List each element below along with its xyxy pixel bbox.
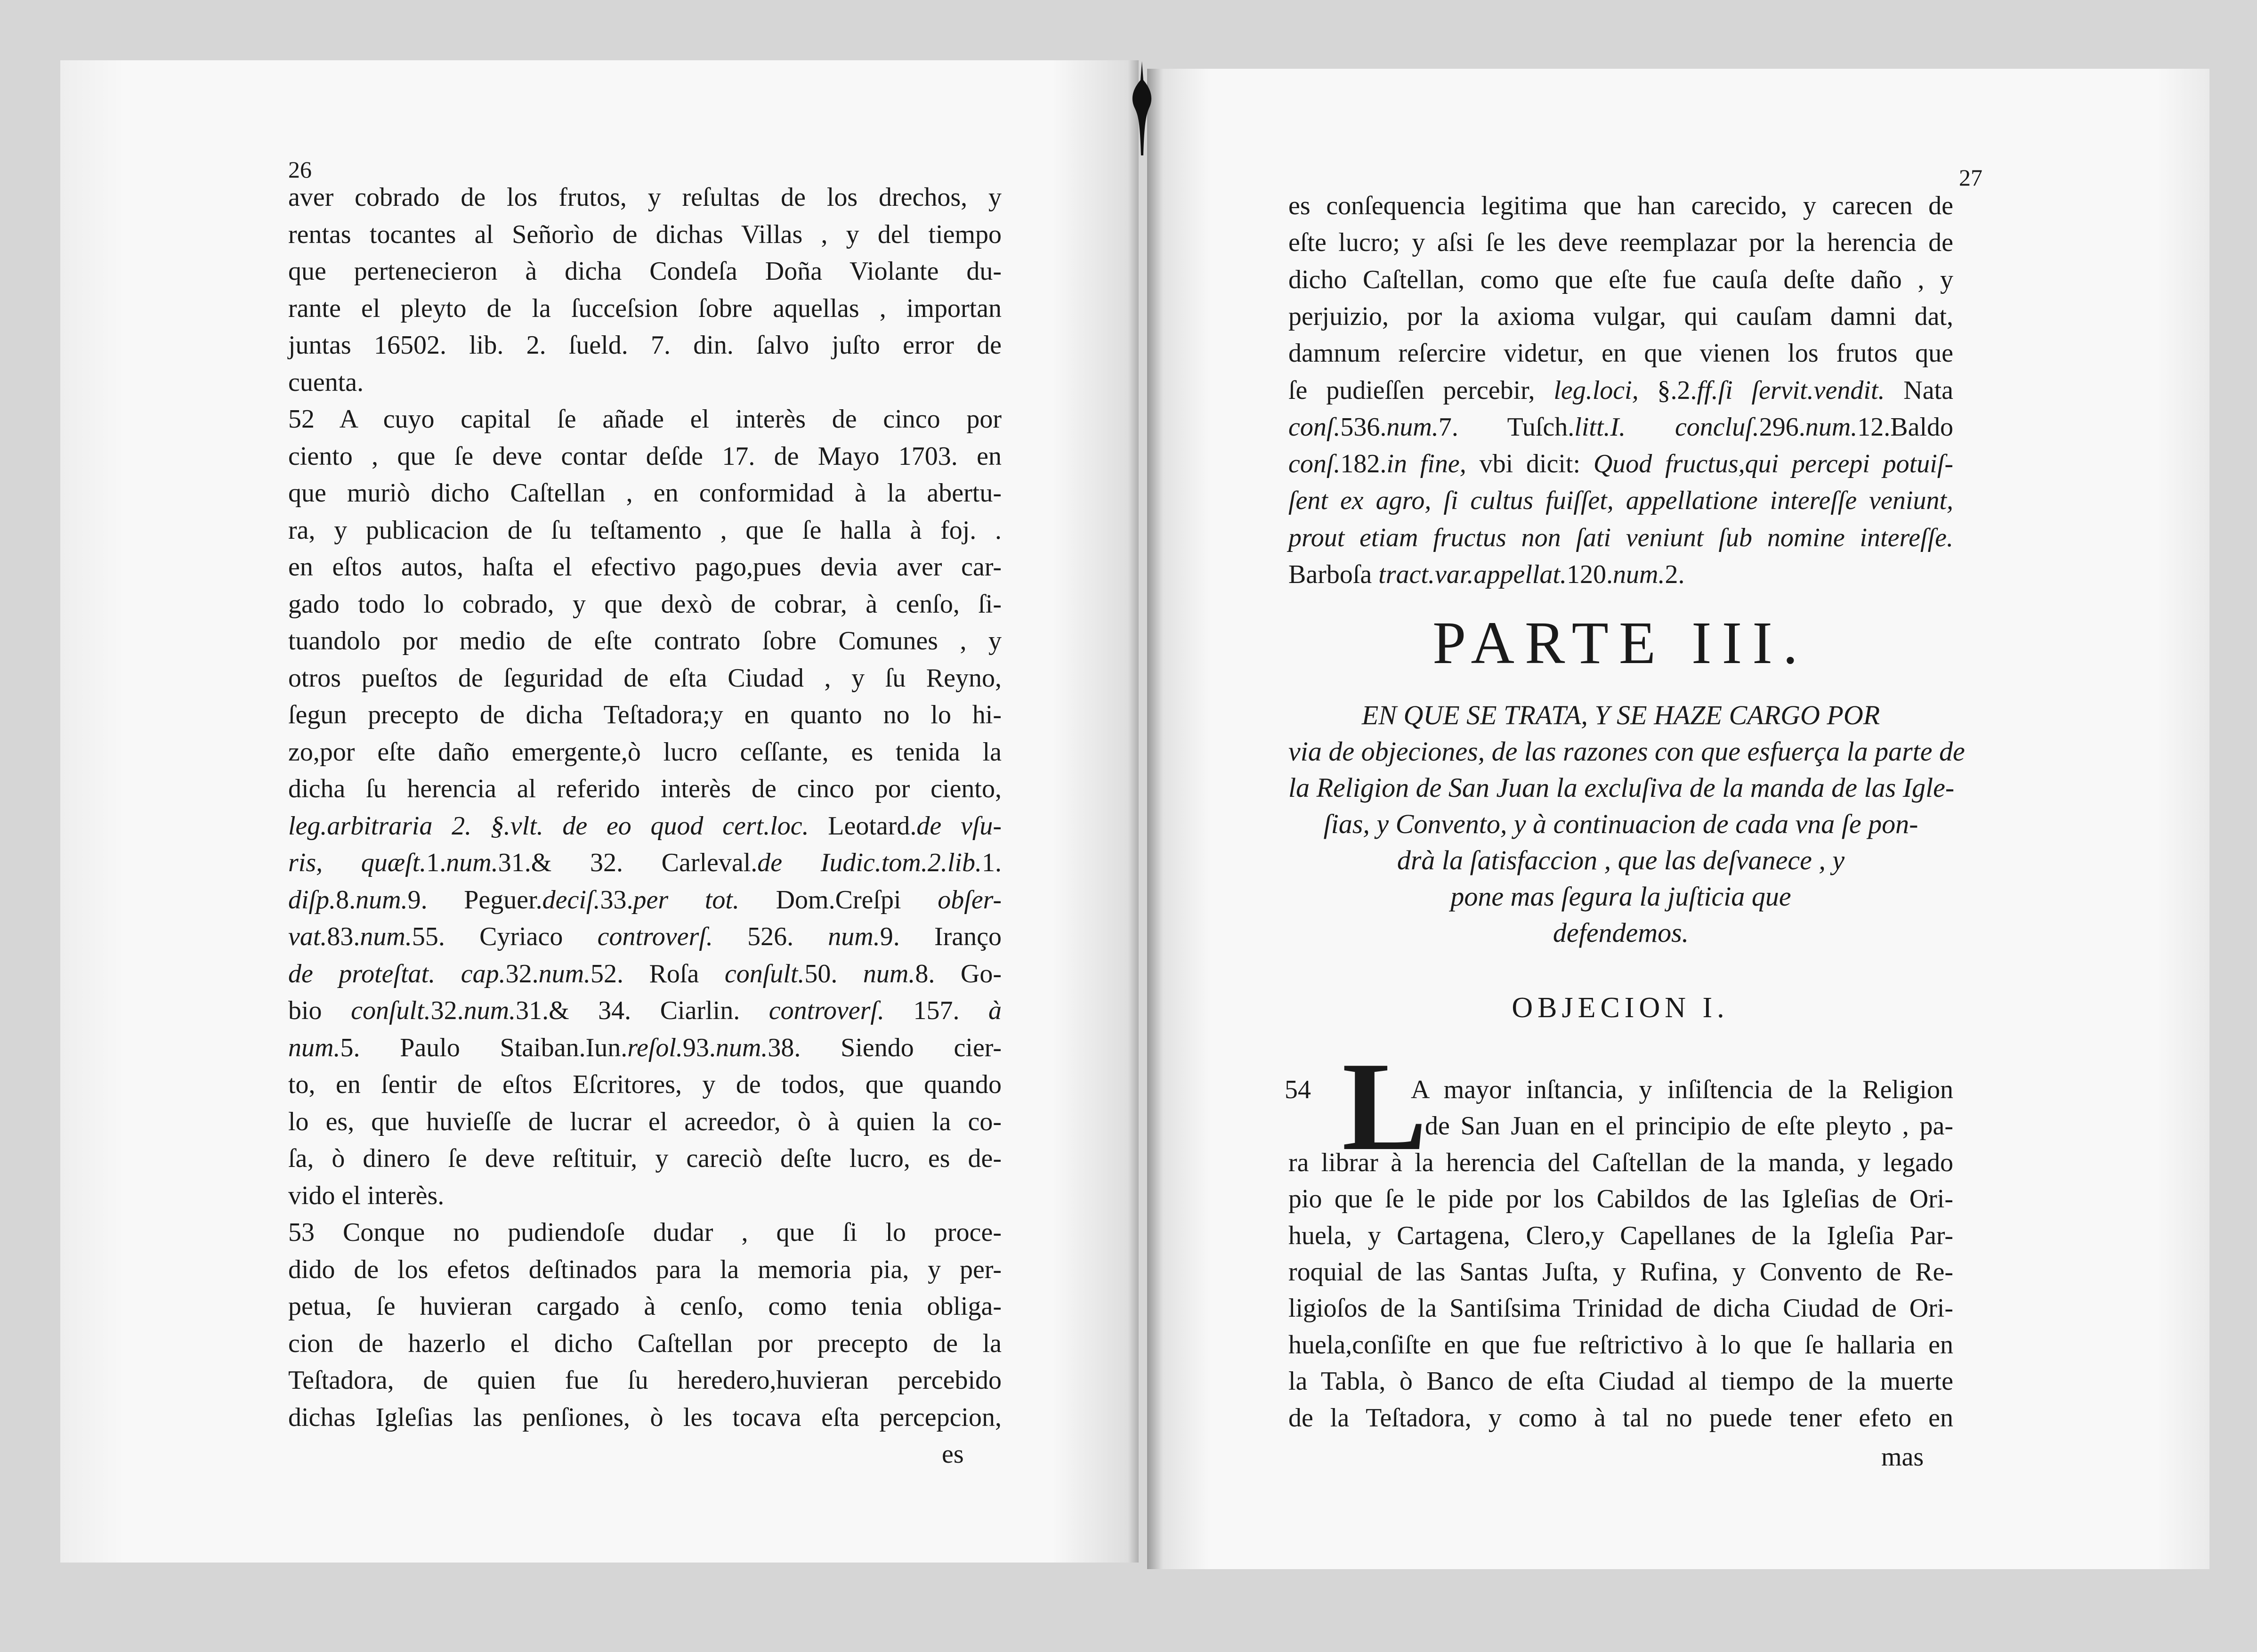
text-line [288, 1325, 1002, 1362]
text-line [288, 1029, 1002, 1066]
italic-citation: tract.var.appellat. [1378, 560, 1567, 589]
text-line [288, 1177, 1002, 1214]
text-run: Teſtadora, de quien fue ſu heredero,huvieran percebido [288, 1366, 1002, 1395]
text-line [288, 1399, 1002, 1436]
text-run: gado todo lo cobrado, y que dexò de cobrar, à cenſo, ſi- [288, 589, 1002, 619]
italic-citation: num. [538, 959, 591, 988]
text-line [288, 844, 1002, 881]
subtitle-line [1288, 733, 1965, 770]
text-run: huela,conſiſte en que fue reſtrictivo à lo que ſe hallaria en [1288, 1330, 1953, 1360]
text-line [288, 253, 1002, 290]
page-number-right: 27 [1959, 164, 1982, 191]
text-run: 38. Siendo cier- [768, 1033, 1002, 1062]
text-line [288, 364, 1002, 401]
text-run: vido el interès. [288, 1181, 445, 1210]
text-run: 536. [1340, 412, 1387, 442]
italic-citation: litt.I. concluſ. [1574, 412, 1759, 442]
text-line [288, 586, 1002, 623]
text-run: Barboſa [1288, 560, 1379, 589]
subtitle-line [1288, 769, 1953, 806]
text-line [288, 1066, 1002, 1103]
text-line [1288, 1181, 1953, 1217]
text-run: bio [288, 996, 351, 1025]
text-run: ſe pudieſſen percebir, [1288, 375, 1554, 405]
text-run: que muriò dicho Caſtellan , en conformidad à la abertu- [288, 478, 1002, 508]
text-run: pio que ſe le pide por los Cabildos de las Igleſias de Ori- [1288, 1184, 1953, 1214]
italic-citation: de proteſtat. cap. [288, 959, 506, 988]
text-run: 55. Cyriaco [412, 922, 598, 951]
text-line [1288, 261, 1953, 298]
text-run: to, en ſentir de eſtos Eſcritores, y de todos, que quando [288, 1070, 1002, 1099]
text-run: la Tabla, ò Banco de eſta Ciudad al tiempo de la muerte [1288, 1367, 1953, 1396]
spine-ink-blot [1125, 61, 1158, 155]
catchword-right: mas [1881, 1442, 1924, 1472]
text-run: 157. [884, 996, 989, 1025]
page-number-left: 26 [288, 156, 312, 183]
text-line [288, 512, 1002, 549]
part-heading: PARTE III. [1432, 609, 1808, 676]
italic-citation: per tot. [633, 885, 739, 915]
italic-citation: num. [1805, 412, 1858, 442]
text-run: 2. [1665, 560, 1685, 589]
italic-citation: vat. [288, 922, 327, 951]
text-run: A mayor inſtancia, y inſiſtencia de la Religion [1411, 1075, 1953, 1104]
text-run: petua, ſe huvieran cargado à cenſo, como tenia obliga- [288, 1292, 1002, 1321]
text-line [1288, 519, 1953, 556]
text-line [288, 696, 1002, 733]
text-run: 1. [982, 848, 1002, 877]
text-run: 5. Paulo Staiban.Iun. [340, 1033, 628, 1062]
text-line [1288, 298, 1953, 335]
italic-citation: Quod fructus,qui percepi potuiſ- [1593, 449, 1953, 479]
italic-citation: num. [463, 996, 516, 1025]
text-line [1288, 372, 1953, 409]
catchword-left: es [942, 1440, 964, 1469]
text-run: Dom.Creſpi [739, 885, 938, 915]
text-run: Nata [1885, 375, 1954, 405]
italic-citation: drà la ſatisfaccion , que las deſvanece , y [1397, 845, 1845, 875]
text-line [288, 956, 1002, 992]
text-run: ra librar à la herencia del Caſtellan de la manda, y legado [1288, 1148, 1953, 1177]
text-line [1288, 187, 1953, 224]
text-line [288, 327, 1002, 364]
italic-citation: pone mas ſegura la juſticia que [1450, 881, 1791, 912]
italic-citation: conſ. [1288, 412, 1341, 442]
text-line [288, 401, 1002, 437]
text-line [288, 918, 1002, 955]
text-run: 8. Go- [915, 959, 1002, 988]
text-run: ra, y publicacion de ſu teſtamento , que ſe halla à foj. . [288, 515, 1002, 545]
italic-citation: conſ. [1288, 449, 1341, 479]
italic-citation: conſult. [724, 959, 805, 988]
italic-citation: diſp. [288, 885, 336, 915]
text-run: roquial de las Santas Juſta, y Rufina, y Convento de Re- [1288, 1257, 1953, 1287]
text-line [288, 1251, 1002, 1288]
text-run: es conſequencia legitima que han carecido, y carecen de [1288, 191, 1953, 220]
italic-citation: num. [863, 959, 915, 988]
text-run: 32. [505, 959, 539, 988]
text-line [288, 660, 1002, 696]
text-run: ſegun precepto de dicha Teſtadora;y en quanto no lo hi- [288, 700, 1002, 729]
italic-citation: deciſ. [542, 885, 600, 915]
text-line [1288, 335, 1953, 372]
text-line [288, 1140, 1002, 1177]
text-run: 12.Baldo [1857, 412, 1953, 442]
text-line [1288, 1217, 1953, 1254]
text-line [288, 438, 1002, 475]
text-run: ciento , que ſe deve contar deſde 17. de Mayo 1703. en [288, 441, 1002, 471]
italic-citation: de Iudic.tom.2.lib. [757, 848, 982, 877]
text-run: ſa, ò dinero ſe deve reſtituir, y careciò deſte lucro, es de- [288, 1144, 1002, 1173]
paragraph-number: 54 [1285, 1075, 1311, 1104]
text-run: rentas tocantes al Señorìo de dichas Villas , y del tiempo [288, 219, 1002, 249]
text-run: 182. [1340, 449, 1387, 479]
text-line [288, 1103, 1002, 1140]
text-run: en eſtos autos, haſta el efectivo pago,pues devia aver car- [288, 552, 1002, 582]
text-run: aver cobrado de los frutos, y reſultas de los drechos, y [288, 183, 1002, 212]
text-run: dicha ſu herencia al referido interès de cinco por ciento, [288, 774, 1002, 803]
text-run: zo,por eſte daño emergente,ò lucro ceſſante, es tenida la [288, 737, 1002, 767]
text-run: 120. [1567, 560, 1613, 589]
subtitle-line [1288, 915, 1953, 951]
text-line [288, 623, 1002, 659]
text-line [1288, 409, 1953, 445]
text-line [288, 1214, 1002, 1251]
text-run: 31.& 34. Ciarlin. [516, 996, 769, 1025]
text-run: 296. [1759, 412, 1805, 442]
text-run: cuenta. [288, 367, 364, 397]
text-run: 8. [336, 885, 356, 915]
text-run: 9. Peguer. [407, 885, 542, 915]
text-run: dichas Igleſias las penſiones, ò les tocava eſta percepcion, [288, 1402, 1002, 1432]
text-run: juntas 16502. lib. 2. ſueld. 7. din. ſalvo juſto error de [288, 331, 1002, 360]
italic-citation: num. [1613, 560, 1665, 589]
text-run: 52. Roſa [591, 959, 725, 988]
italic-citation: controverſ. [769, 996, 884, 1025]
subtitle-line [1288, 842, 1953, 879]
text-run: Leotard. [809, 811, 917, 841]
italic-citation: num. [1386, 412, 1439, 442]
text-line [1288, 1363, 1953, 1400]
italic-citation: la Religion de San Juan la excluſiva de la manda de las Igle- [1288, 772, 1955, 803]
text-line [288, 770, 1002, 807]
text-run: tuandolo por medio de eſte contrato ſobre Comunes , y [288, 626, 1002, 656]
text-run: que pertenecieron à dicha Condeſa Doña Violante du- [288, 257, 1002, 286]
text-line [1288, 1327, 1953, 1363]
text-line [288, 992, 1002, 1029]
text-run: 52 A cuyo capital ſe añade el interès de cinco por [288, 405, 1002, 434]
italic-citation: de vſu- [916, 811, 1002, 841]
text-run: rante el pleyto de la ſucceſsion ſobre aquellas , importan [288, 293, 1002, 323]
italic-citation: ſent ex agro, ſi cultus fuiſſet, appellatione intereſſe veniunt, [1288, 486, 1953, 516]
italic-citation: num. [356, 885, 408, 915]
text-run: damnum reſercire videtur, en que vienen los frutos que [1288, 339, 1953, 368]
text-run: 526. [712, 922, 828, 951]
text-run: ligioſos de la Santiſsima Trinidad de dicha Ciudad de Ori- [1288, 1294, 1953, 1323]
italic-citation: obſer- [938, 885, 1002, 915]
text-run: de San Juan en el principio de eſte pleyto , pa- [1425, 1111, 1953, 1141]
text-line [1288, 1254, 1953, 1290]
italic-citation: ſias, y Convento, y à continuacion de cada vna ſe pon- [1323, 809, 1918, 839]
text-line [1288, 1400, 1953, 1436]
text-run: de la Teſtadora, y como à tal no puede tener efeto en [1288, 1403, 1953, 1433]
text-run: huela, y Cartagena, Clero,y Capellanes de la Igleſia Par- [1288, 1221, 1953, 1250]
text-line [288, 882, 1002, 918]
italic-citation: prout etiam fructus non ſati veniunt ſub nomine intereſſe. [1288, 523, 1953, 552]
italic-citation: ris, quæſt. [288, 848, 427, 877]
subtitle-line [1288, 878, 1953, 915]
text-line [288, 734, 1002, 770]
text-line [288, 1288, 1002, 1325]
text-line [288, 290, 1002, 327]
text-line [1425, 1108, 1953, 1144]
text-line [1288, 482, 1953, 519]
text-run: vbi dicit: [1466, 449, 1594, 479]
text-line [1288, 445, 1953, 482]
italic-citation: controverſ. [597, 922, 713, 951]
text-line [1411, 1071, 1953, 1108]
text-line [1288, 224, 1953, 261]
text-run: dicho Caſtellan, como que eſte fue cauſa deſte daño , y [1288, 265, 1953, 294]
italic-citation: reſol. [627, 1033, 683, 1062]
text-run: §.2. [1638, 375, 1697, 405]
text-line [288, 216, 1002, 253]
italic-citation: num. [360, 922, 412, 951]
subtitle-line [1288, 697, 1953, 734]
text-line [288, 549, 1002, 585]
italic-citation: num. [288, 1033, 340, 1062]
italic-citation: EN QUE SE TRATA, Y SE HAZE CARGO POR [1361, 700, 1880, 730]
text-run: eſte lucro; y aſsi ſe les deve reemplazar por la herencia de [1288, 228, 1953, 258]
italic-citation: num. [828, 922, 880, 951]
text-line [288, 1362, 1002, 1399]
subtitle-line [1288, 806, 1953, 842]
italic-citation: ff.ſi ſervit.vendit. [1697, 375, 1885, 405]
italic-citation: defendemos. [1553, 917, 1689, 948]
text-run: 32. [430, 996, 464, 1025]
italic-citation: leg.arbitraria 2. §.vlt. de eo quod cert.loc. [288, 811, 809, 841]
italic-citation: conſult. [351, 996, 431, 1025]
text-run: perjuizio, por la axioma vulgar, qui cauſam damni dat, [1288, 301, 1953, 331]
italic-citation: leg.loci, [1553, 375, 1639, 405]
text-run: 7. Tuſch. [1438, 412, 1575, 442]
text-run: lo es, que huvieſſe de lucrar el acreedor, ò à quien la co- [288, 1107, 1002, 1136]
drop-cap: L [1342, 1036, 1427, 1177]
text-line [288, 808, 1002, 844]
text-line [1288, 1290, 1953, 1327]
text-run: 50. [804, 959, 863, 988]
text-run: 9. Iranço [880, 922, 1002, 951]
objection-heading: OBJECION I. [1512, 992, 1729, 1024]
italic-citation: num. [715, 1033, 768, 1062]
text-run: 83. [327, 922, 360, 951]
text-run: 1. [426, 848, 446, 877]
italic-citation: in fine, [1386, 449, 1466, 479]
italic-citation: à [988, 996, 1002, 1025]
text-run: dido de los efetos deſtinados para la memoria pia, y per- [288, 1255, 1002, 1284]
italic-citation: via de objeciones, de las razones con que esfuerça la parte de [1288, 736, 1965, 767]
text-line [1288, 556, 1953, 593]
text-run: 93. [682, 1033, 716, 1062]
text-run: 33. [600, 885, 633, 915]
text-run: otros pueſtos de ſeguridad de eſta Ciudad , y ſu Reyno, [288, 663, 1002, 693]
text-run: 31.& 32. Carleval. [498, 848, 758, 877]
italic-citation: num. [446, 848, 498, 877]
text-line [288, 475, 1002, 511]
text-run: cion de hazerlo el dicho Caſtellan por precepto de la [288, 1328, 1002, 1358]
text-run: 53 Conque no pudiendoſe dudar , que ſi lo proce- [288, 1218, 1002, 1247]
text-line [288, 179, 1002, 216]
